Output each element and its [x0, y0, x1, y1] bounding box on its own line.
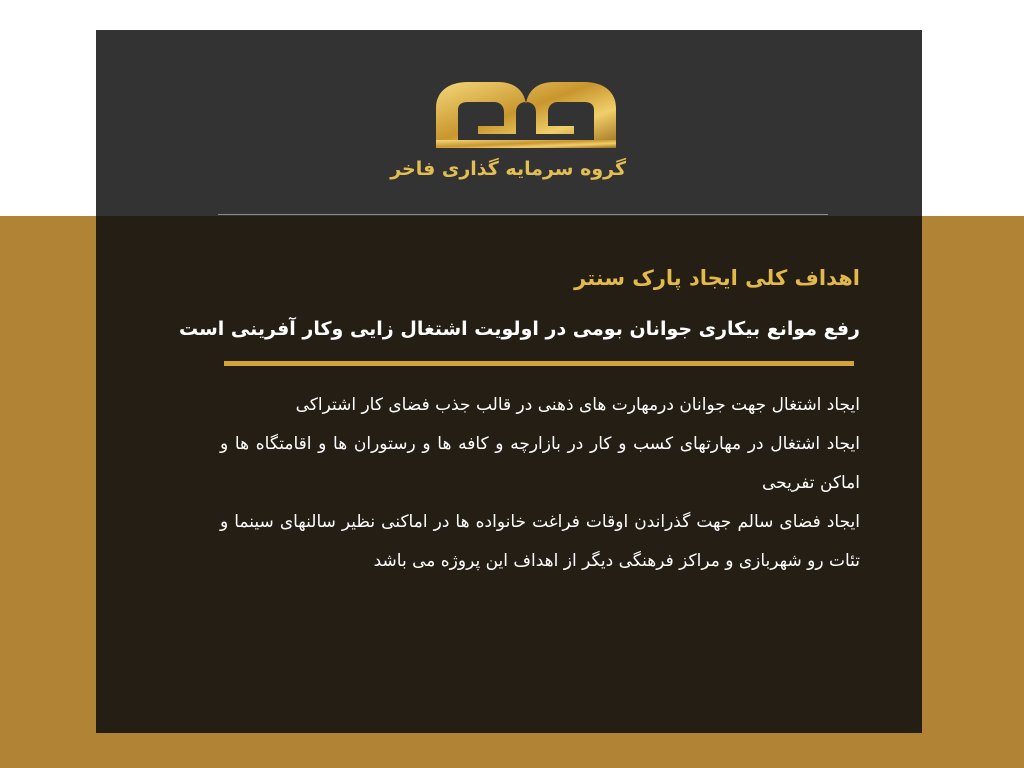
fakher-logo-icon	[428, 74, 624, 154]
brand-name: گروه سرمایه گذاری فاخر	[390, 158, 626, 180]
paragraph: ایجاد اشتغال جهت جوانان درمهارت های ذهنی در قالب جذب فضای کار اشتراکی	[295, 395, 860, 415]
paragraph: ایجاد اشتغال در مهارتهای کسب و کار در بازارچه و کافه ها و رستوران ها و اقامتگاه ها و اماکن تفریحی	[220, 434, 860, 493]
paragraph: ایجاد فضای سالم جهت گذراندن اوقات فراغت خانواده ها در اماکنی نظیر سالنهای سینما و تئات رو شهربازی و مراکز فرهنگی دیگر از اهداف این پروژه می باشد	[220, 512, 860, 571]
card-header	[96, 30, 922, 216]
gold-divider	[224, 361, 854, 366]
content-card	[96, 30, 922, 733]
header-divider	[218, 214, 828, 215]
section-title: اهداف کلی ایجاد پارک سنتر	[574, 266, 860, 290]
section-subtitle: رفع موانع بیکاری جوانان بومی در اولویت اشتغال زایی وکار آفرینی است	[178, 318, 860, 340]
body-text	[220, 386, 860, 581]
logo	[390, 74, 626, 194]
